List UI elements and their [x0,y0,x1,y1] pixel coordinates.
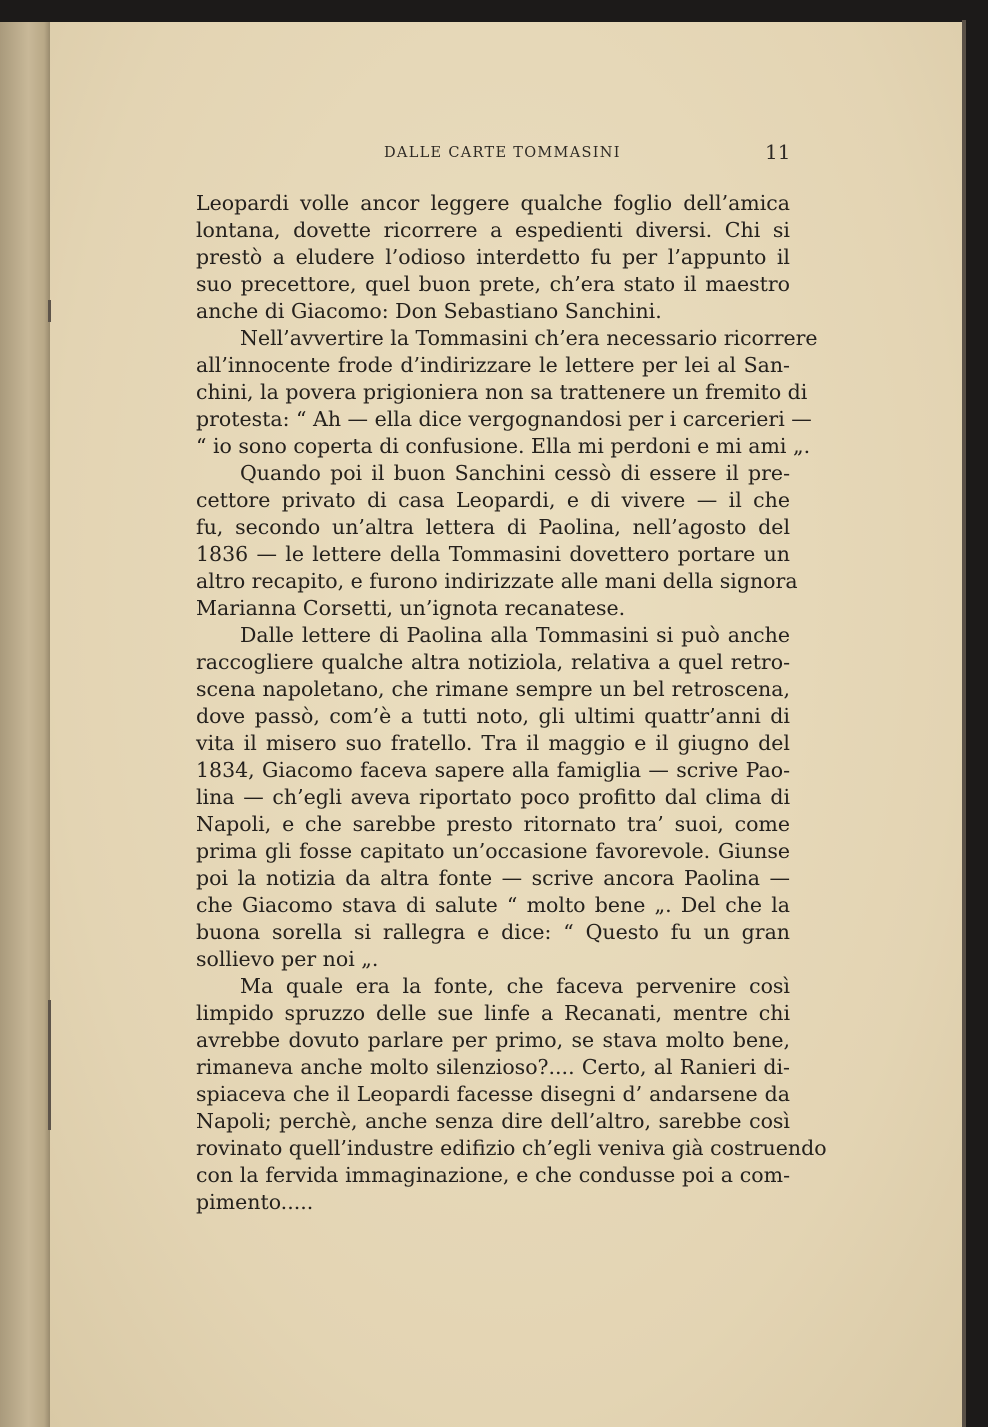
text-line: Dalle lettere di Paolina alla Tommasini si può anche [240,623,790,647]
text-line: vita il misero suo fratello. Tra il maggio e il giugno del [196,731,790,755]
text-line: rovinato quell’industre edifizio ch’egli veniva già costruendo [196,1136,827,1160]
text-line: che Giacomo stava di salute “ molto bene „. Del che la [196,893,790,917]
text-line: prestò a eludere l’odioso interdetto fu per l’appunto il [196,245,790,269]
text-line: con la fervida immaginazione, e che condusse poi a com- [196,1163,790,1187]
text-line: poi la notizia da altra fonte — scrive ancora Paolina — [196,866,790,890]
running-title: DALLE CARTE TOMMASINI [384,145,621,161]
book-spine [0,22,52,1427]
text-line: sollievo per noi „. [196,947,379,971]
text-line: fu, secondo un’altra lettera di Paolina, nell’agosto del [196,515,790,539]
text-line: chini, la povera prigioniera non sa trattenere un fremito di [196,380,808,404]
text-line: Quando poi il buon Sanchini cessò di essere il pre- [240,461,790,485]
text-line: anche di Giacomo: Don Sebastiano Sanchini. [196,299,662,323]
text-line: rimaneva anche molto silenzioso?.... Certo, al Ranieri di- [196,1055,790,1079]
text-line: lontana, dovette ricorrere a espedienti diversi. Chi si [196,218,790,242]
page-edge [962,20,966,1427]
text-line: scena napoletano, che rimane sempre un bel retroscena, [196,677,790,701]
text-line: Leopardi volle ancor leggere qualche foglio dell’amica [196,191,790,215]
text-line: cettore privato di casa Leopardi, e di vivere — il che [196,488,790,512]
text-line: Marianna Corsetti, un’ignota recanatese. [196,596,626,620]
text-line: all’innocente frode d’indirizzare le lettere per lei al San- [196,353,790,377]
margin-mark [48,1000,51,1130]
text-line: avrebbe dovuto parlare per primo, se stava molto bene, [196,1028,790,1052]
margin-mark [48,300,51,322]
text-line: Nell’avvertire la Tommasini ch’era necessario ricorrere [240,326,818,350]
text-line: lina — ch’egli aveva riportato poco profitto dal clima di [196,785,790,809]
text-line: limpido spruzzo delle sue linfe a Recanati, mentre chi [196,1001,790,1025]
text-line: Napoli, e che sarebbe presto ritornato tra’ suoi, come [196,812,790,836]
text-line: suo precettore, quel buon prete, ch’era stato il maestro [196,272,790,296]
text-line: spiaceva che il Leopardi facesse disegni d’ andarsene da [196,1082,790,1106]
page-number: 11 [765,140,791,164]
text-line: 1836 — le lettere della Tommasini dovettero portare un [196,542,790,566]
text-line: Napoli; perchè, anche senza dire dell’altro, sarebbe così [196,1109,790,1133]
text-line: raccogliere qualche altra notiziola, relativa a quel retro- [196,650,790,674]
text-line: buona sorella si rallegra e dice: “ Questo fu un gran [196,920,790,944]
text-line: “ io sono coperta di confusione. Ella mi perdoni e mi ami „. [196,434,811,458]
text-line: altro recapito, e furono indirizzate alle mani della signora [196,569,798,593]
text-line: protesta: “ Ah — ella dice vergognandosi per i carcerieri — [196,407,812,431]
text-line: Ma quale era la fonte, che faceva pervenire così [240,974,790,998]
text-line: pimento..... [196,1190,314,1214]
text-line: 1834, Giacomo faceva sapere alla famiglia — scrive Pao- [196,758,790,782]
text-line: prima gli fosse capitato un’occasione favorevole. Giunse [196,839,790,863]
text-line: dove passò, com’è a tutti noto, gli ultimi quattr’anni di [196,704,790,728]
